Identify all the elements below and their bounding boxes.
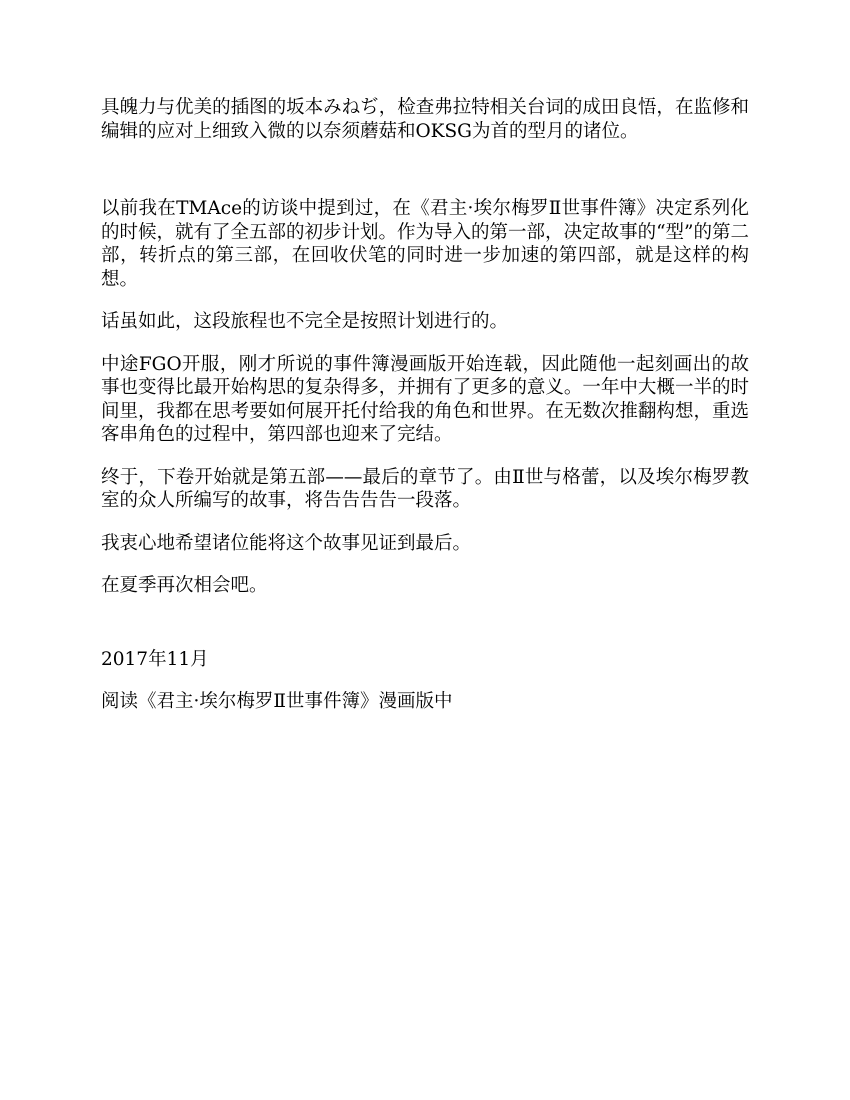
paragraph-acknowledgements: 具魄力与优美的插图的坂本みねぢ，检查弗拉特相关台词的成田良悟，在监修和编辑的应对上细致入微的以奈须蘑菇和OKSG为首的型月的诸位。 bbox=[101, 97, 749, 142]
signature-spacer bbox=[101, 618, 749, 648]
paragraph-series-plan: 以前我在TMAce的访谈中提到过，在《君主·埃尔梅罗Ⅱ世事件簿》决定系列化的时候，就有了全五部的初步计划。作为导入的第一部，决定故事的“型”的第二部，转折点的第三部，在回收伏笔的同时进一步加速的第四部，就是这样的构想。 bbox=[101, 198, 749, 290]
paragraph-final-chapter: 终于，下卷开始就是第五部——最后的章节了。由Ⅱ世与格蕾，以及埃尔梅罗教室的众人所编写的故事，将告告告告一段落。 bbox=[101, 466, 749, 511]
signature-date: 2017年11月 bbox=[101, 648, 209, 670]
paragraph-farewell: 在夏季再次相会吧。 bbox=[101, 575, 268, 596]
signature-location: 阅读《君主·埃尔梅罗Ⅱ世事件簿》漫画版中 bbox=[101, 691, 453, 712]
paragraph-fgo-launch: 中途FGO开服，刚才所说的事件簿漫画版开始连载，因此随他一起刻画出的故事也变得比最开始构思的复杂得多，并拥有了更多的意义。一年中大概一半的时间里，我都在思考要如何展开托付给我的角色和世界。在无数次推翻构想，重选客串角色的过程中，第四部也迎来了完结。 bbox=[101, 353, 749, 445]
paragraph-hope: 我衷心地希望诸位能将这个故事见证到最后。 bbox=[101, 532, 472, 554]
paragraph-journey: 话虽如此，这段旅程也不完全是按照计划进行的。 bbox=[101, 311, 509, 332]
section-spacer bbox=[101, 162, 749, 197]
body-text bbox=[101, 96, 749, 714]
